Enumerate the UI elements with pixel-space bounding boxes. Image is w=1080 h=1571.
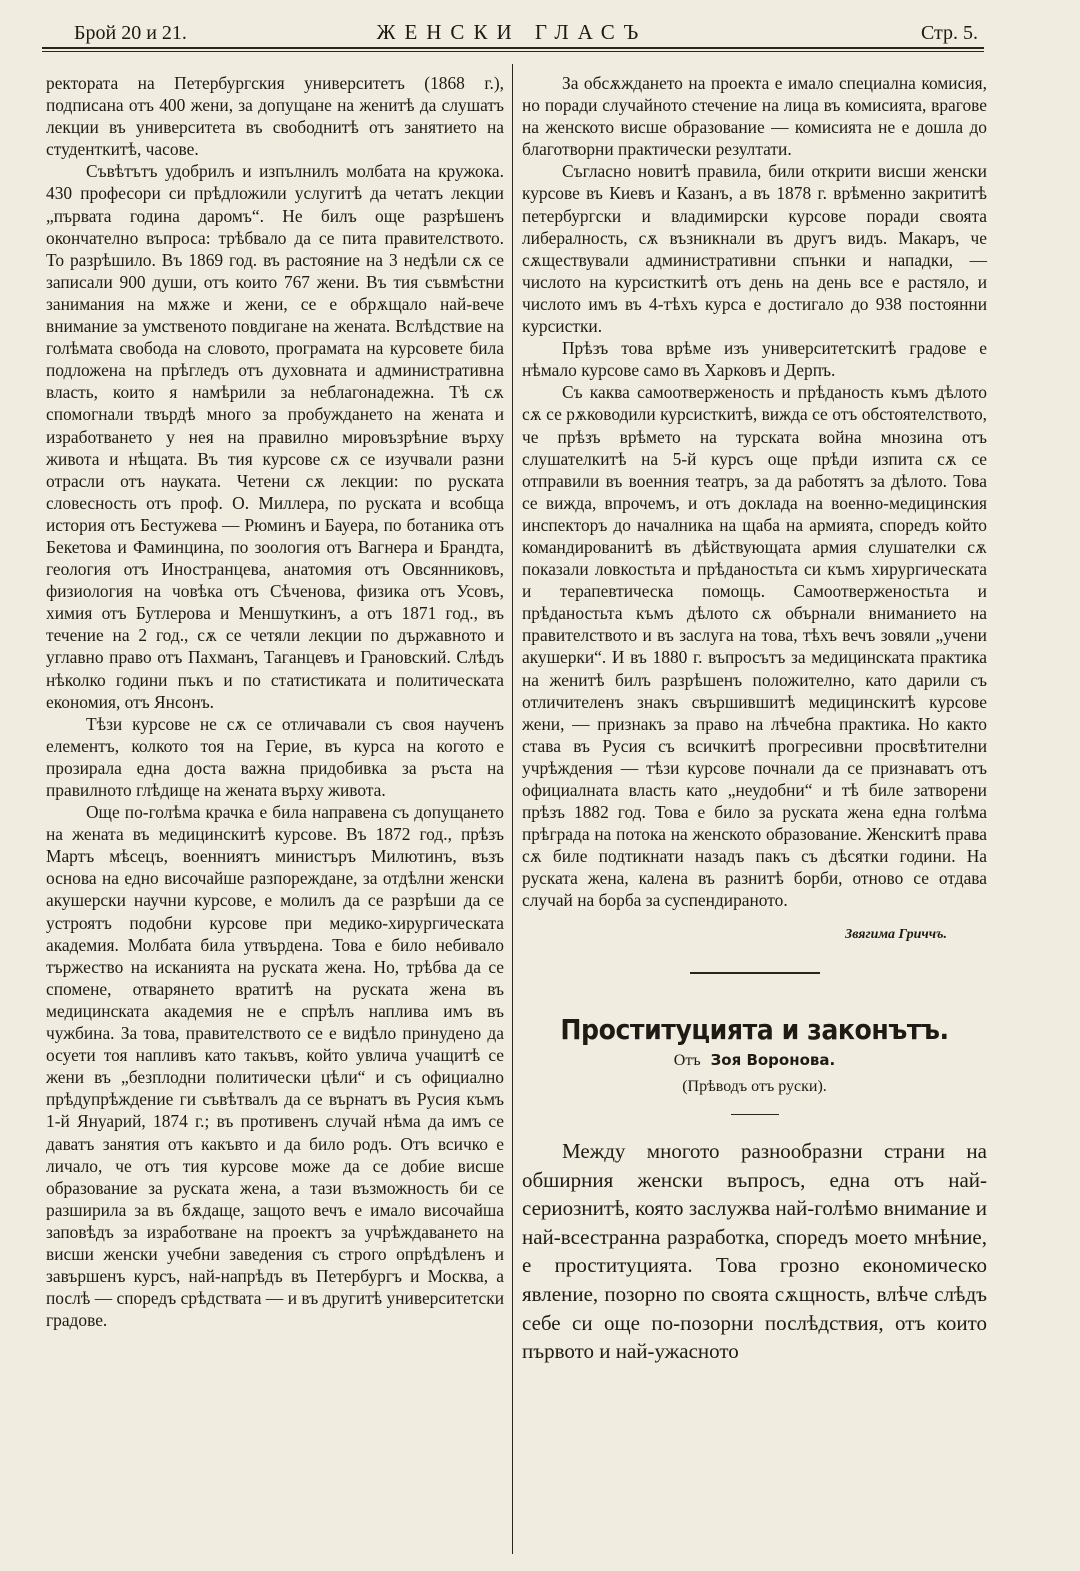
article-byline [522,1049,987,1072]
header-rule [42,47,984,49]
header-rule-thin [42,51,984,52]
right-column [522,72,987,1366]
paragraph: За обсѫждането на проекта е имало специална комисия, но поради случайното стечение на лица въ комисията, врагове на женското висше образование — комисията не е дошла до благотворни практически резултати. [522,73,987,160]
translation-note: (Прѣводъ отъ руски). [682,1077,827,1095]
paragraph: ректората на Петербургския университетъ (1868 г.), подписана отъ 400 жени, за допущане на женитѣ да слушатъ лекции въ университета въ свободнитѣ отъ занятието на студенткитѣ, часове. [46,73,504,160]
lead-paragraph: Между многото разнообразни страни на обширния женски въпросъ, една отъ най-сериознитѣ, която заслужва най-голѣмо внимание и най-всестранна разработка, споредъ моето мнѣние, е проституцията. Това грозно економическо явление, позорно по своята сѫщность, влѣче слѣдъ себе си още по-позорни послѣдствия, отъ които първото и най-ужасното [522,1138,987,1364]
paragraph: Още по-голѣма крачка е била направена съ допущането на жената въ медицинскитѣ курсове. Въ 1872 год., прѣзъ Мартъ мѣсецъ, военниятъ министъръ Милютинъ, възъ основа на едно височайше разпореждане, за отдѣлни женски акушерски научни курсове, е молилъ да се разрѣши да се устроятъ подобни курсове при медико-хирургическата академия. Молбата била утвърдена. Това е било небивало тържество на исканията на руската жена. Но, трѣбва да се спомене, отварянето вратитѣ на руската жена въ медицинската академия не е спрѣлъ наплива имъ въ чужбина. За това, правителството се е видѣло принудено да осуети тоя напливъ като такъвъ, който увлича учащитѣ се жени въ „безплодни политически цѣли“ и съ официално прѣдупрѣждение ги съвѣтвалъ да се върнатъ въ Русия къмъ 1-й Януарий, 1874 г.; въ противенъ случай нѣма да имъ се даватъ занятия отъ какъвто и да било родъ. Отъ всичко е личало, че отъ тия курсове може да се добие висше образование за руската жена, а тази възможность би се разширила за въ бѫдаще, защото вечъ е имало височайша заповѣдъ за изработване на проектъ за учрѣждаването на висши женски учебни заведения съ строго опрѣдѣленъ и завършенъ курсъ, най-напрѣдъ въ Петербургъ и Москва, а послѣ — споредъ срѣдствата — и въ другитѣ университетски градове. [46,802,504,1331]
byline-prefix: Отъ [673,1051,701,1069]
paragraph: Прѣзъ това врѣме изъ университетскитѣ градове е нѣмало курсове само въ Харковъ и Дерпъ. [522,338,987,381]
section-separator [690,972,820,974]
newspaper-title: ЖЕНСКИ ГЛАСЪ [376,20,648,44]
article-author: Зоя Воронова. [710,1050,836,1069]
issue-number: Брой 20 и 21. [74,22,187,44]
left-column [46,72,504,1331]
article-title: Проституцията и законътъ. [560,1012,949,1046]
paragraph: Тѣзи курсове не сѫ се отличавали съ своя наученъ елементъ, колкото тоя на Герие, въ курса на когото е прозирала една доста важна придобивка за ръста на правилното глѣдище на жената върху живота. [46,713,504,800]
article-lead [522,1137,987,1366]
article-signature: Звягима Гриччъ. [845,926,947,942]
column-divider [512,64,513,1554]
paragraph: Съ каква самоотверженость и прѣданость къмъ дѣлото сѫ се рѫководили курсисткитѣ, вижда се отъ обстоятелството, че прѣзъ врѣмето на турската война мнозина отъ слушателкитѣ на 5-й курсъ още прѣди изпита сѫ се отправили въ военния театръ, за да работятъ за дѣлото. Това се вижда, впрочемъ, и отъ доклада на военно-медицинския инспекторъ до началника на щаба на армията, споредъ който командированитѣ въ дѣйствующата армия слушателки сѫ показали ловкостьта и прѣданостьта си къмъ хирургическата и терапевтическа помощь. Самоотверженостьта и прѣданостьта къмъ дѣлото сѫ обърнали вниманието на правителството и въ заслуга на това, тѣхъ вечъ зовяли „учени акушерки“. И въ 1880 г. въпросътъ за медицинската практика на женитѣ билъ разрѣшенъ положително, като дарили съ отличителенъ знакъ свършившитѣ медицинскитѣ курсове жени, — признакъ за право на лѣчебна практика. Но както става въ Русия съ всичкитѣ прогресивни просвѣтителни учрѣждения — тѣзи курсове почнали да се признаватъ отъ официалната власть като „неудобни“ и тѣ биле затворени прѣзъ 1882 год. Това е било за руската жена една голѣма прѣграда на потока на женското образование. Женскитѣ права сѫ биле подтикнати назадъ пакъ съ дѣсятки години. На руската жена, калена въ разнитѣ борби, отново се отдава случай на борба за суспендираното. [522,382,987,911]
paragraph: Съвѣтътъ удобрилъ и изпълнилъ молбата на кружока. 430 професори си прѣдложили услугитѣ да четатъ лекции „първата година даромъ“. Не билъ още разрѣшенъ окончателно въпроса: трѣбвало да се пита правителството. То разрѣшило. Въ 1869 год. въ растояние на 3 недѣли сѫ се записали 900 души, отъ които 767 жени. Въ тия съвмѣстни занимания на мѫже и жени, се е обрѫщало най-вече внимание за умственото повдигане на жената. Вслѣдствие на голѣмата свобода на словото, програмата на курсовете била подложена на прѣгледъ отъ духовната и административна власть, които я намѣрили за неблагонадежна. Тѣ сѫ спомогнали твърдѣ много за пробуждането на жената и изработването у нея на правилно мировъзрѣние върху живота и нѣщата. Въ тия курсове сѫ се изучвали разни отрасли отъ науката. Четени сѫ лекции: по руската словесность отъ проф. О. Миллера, по руската и всобща история отъ Бестужева — Рюминъ и Бауера, по ботаника отъ Бекетова и Фаминцина, по зоология отъ Вагнера и Брандта, геология отъ Иностранцева, анатомия отъ Овсянниковъ, физиология на човѣка отъ Сѣченова, физика отъ Усовъ, химия отъ Бутлерова и Меншуткинъ, а отъ 1871 год., въ течение на 2 год., сѫ се четяли лекции по държавното и углавно право отъ Пахманъ, Таганцевъ и Грановский. Слѣдъ нѣколко години пъкъ и по статистиката и политическата економия, отъ Янсонъ. [46,161,504,712]
page-number: Стр. 5. [920,22,978,44]
byline-separator [731,1114,779,1115]
page-header [42,20,982,46]
paragraph: Съгласно новитѣ правила, били открити висши женски курсове въ Киевъ и Казанъ, а въ 1878 г. врѣменно закрититѣ петербургски и владимирски курсове поради своята либералность, сѫ възникнали въ другъ видъ. Макаръ, че сѫществували административни спънки и нападки, — числото на курсисткитѣ отъ день на день все е растяло, и числото имъ въ 4-тѣхъ курса е достигало до 938 постоянни курсистки. [522,161,987,337]
